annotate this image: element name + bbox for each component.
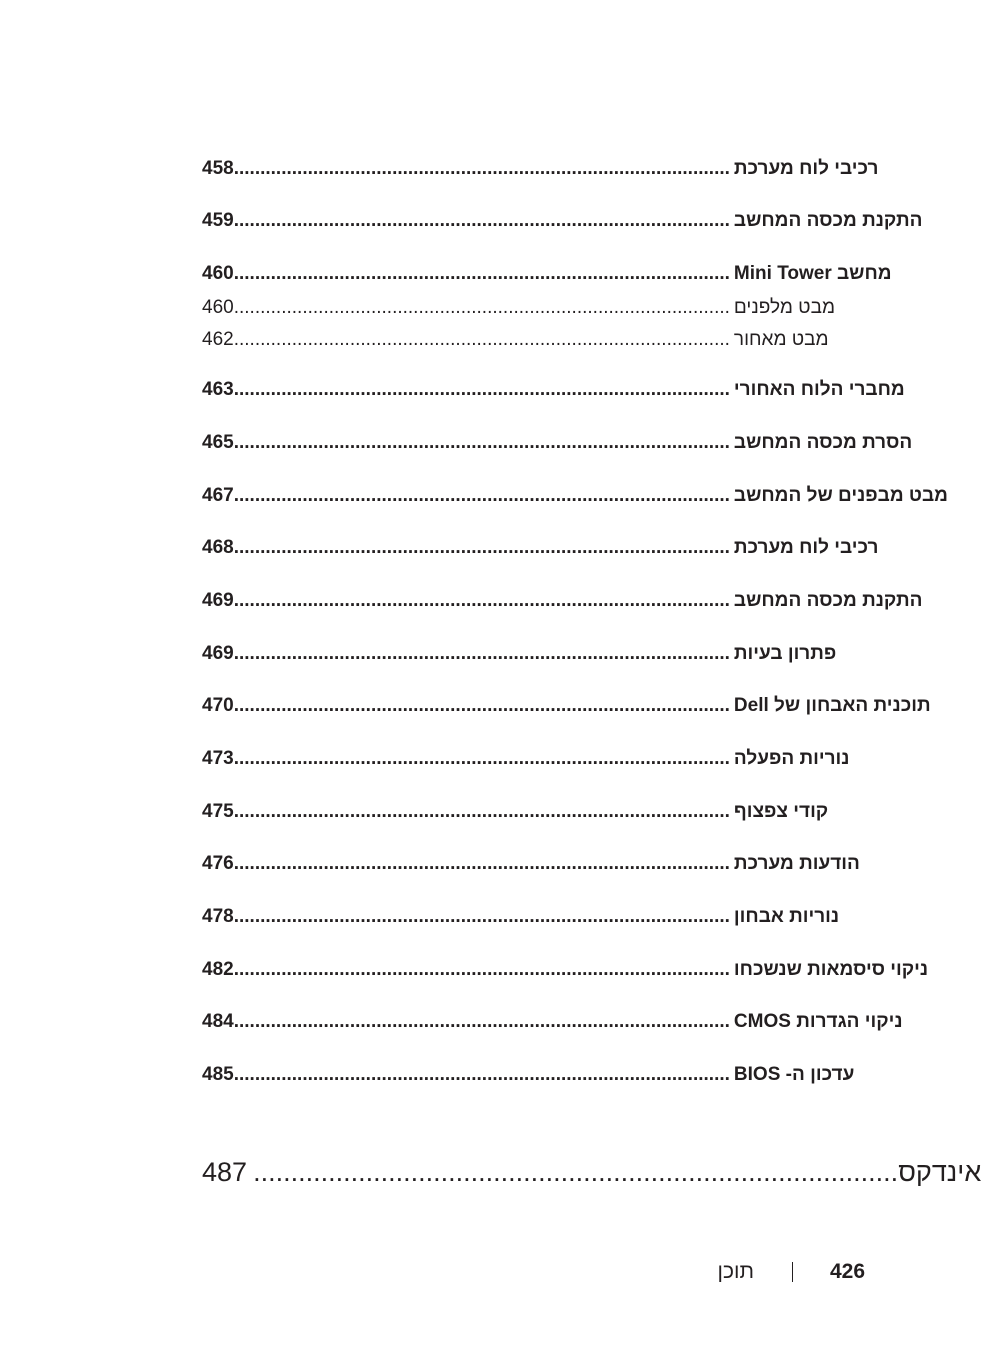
toc-entry-title: נוריות הפעלה — [733, 748, 850, 769]
toc-entry[interactable] — [202, 958, 929, 982]
toc-page-number: 463 — [202, 379, 234, 400]
toc-entry[interactable] — [202, 431, 913, 455]
toc-entry[interactable] — [202, 157, 879, 181]
toc-leader-dots: .............................................................................................. — [233, 748, 730, 769]
footer-page-number: 426 — [830, 1260, 866, 1283]
toc-leader-dots: .............................................................................................. — [233, 158, 730, 179]
toc-appendix-entry[interactable] — [202, 1154, 981, 1190]
toc-entry[interactable] — [202, 800, 829, 824]
toc-entry[interactable] — [202, 747, 850, 771]
toc-leader-dots: ...................................................................................... — [253, 1156, 899, 1187]
toc-entry-title: הודעות מערכת — [733, 853, 860, 874]
toc-leader-dots: .............................................................................................. — [233, 643, 730, 664]
toc-entry-title: מבט מבפנים של המחשב — [733, 485, 948, 506]
toc-page-number: 475 — [202, 801, 234, 822]
toc-leader-dots: .............................................................................................. — [233, 590, 730, 611]
toc-page-number: 469 — [202, 643, 234, 664]
toc-entry-title: ניקוי סיסמאות שנשכחו — [733, 959, 929, 980]
toc-entry[interactable] — [202, 589, 923, 613]
toc-entry[interactable] — [202, 1010, 903, 1034]
toc-leader-dots: .............................................................................................. — [233, 263, 730, 284]
toc-page-number: 470 — [202, 695, 234, 716]
toc-entry-title: התקנת מכסה המחשב — [733, 210, 923, 231]
toc-entry[interactable] — [202, 484, 948, 508]
toc-page-number: 469 — [202, 590, 234, 611]
toc-leader-dots: .............................................................................................. — [233, 329, 730, 350]
toc-entry[interactable] — [202, 905, 840, 929]
toc-entry-title: מחברי הלוח האחורי — [733, 379, 905, 400]
toc-entry-title: הסרת מכסה המחשב — [733, 432, 913, 453]
toc-leader-dots: .............................................................................................. — [233, 959, 730, 980]
toc-leader-dots: .............................................................................................. — [233, 801, 730, 822]
toc-leader-dots: .............................................................................................. — [233, 695, 730, 716]
toc-entry[interactable] — [202, 642, 837, 666]
toc-leader-dots: .............................................................................................. — [233, 906, 730, 927]
toc-entry-title: רכיבי לוח מערכת — [733, 537, 879, 558]
toc-page-number: 460 — [202, 297, 234, 318]
toc-entry-title: רכיבי לוח מערכת — [733, 158, 879, 179]
toc-entry-title: מבט מאחור — [733, 329, 829, 350]
toc-page-number: 462 — [202, 329, 234, 350]
toc-page-number: 485 — [202, 1064, 234, 1085]
toc-leader-dots: .............................................................................................. — [233, 1064, 730, 1085]
toc-entry[interactable] — [202, 262, 892, 286]
appendix-title: אינדקס — [898, 1156, 981, 1187]
toc-leader-dots: .............................................................................................. — [233, 432, 730, 453]
toc-page-number: 476 — [202, 853, 234, 874]
toc-entry[interactable] — [202, 852, 860, 876]
appendix-page-number: 487 — [202, 1156, 248, 1187]
toc-page-number: 473 — [202, 748, 234, 769]
toc-subentry[interactable] — [202, 296, 835, 320]
toc-page-number: 465 — [202, 432, 234, 453]
footer-divider — [792, 1262, 793, 1282]
toc-entry-title: נוריות אבחון — [733, 906, 840, 927]
toc-entry-title: קודי צפצוף — [733, 801, 829, 822]
toc-entry[interactable] — [202, 1063, 855, 1087]
toc-entry-title: ניקוי הגדרות CMOS — [733, 1011, 903, 1032]
toc-page-number: 459 — [202, 210, 234, 231]
toc-leader-dots: .............................................................................................. — [233, 379, 730, 400]
toc-page-number: 460 — [202, 263, 234, 284]
toc-page-number: 484 — [202, 1011, 234, 1032]
toc-leader-dots: .............................................................................................. — [233, 210, 730, 231]
toc-page-number: 468 — [202, 537, 234, 558]
toc-entry-title: מבט מלפנים — [733, 297, 835, 318]
toc-subentry[interactable] — [202, 328, 829, 352]
toc-leader-dots: .............................................................................................. — [233, 537, 730, 558]
toc-entry-title: עדכון ה- BIOS — [733, 1064, 855, 1085]
footer-section-title: תוכן — [717, 1260, 754, 1283]
toc-entry[interactable] — [202, 209, 923, 233]
toc-page-number: 467 — [202, 485, 234, 506]
toc-entry-title: פתרון בעיות — [733, 643, 837, 664]
toc-entry-title: תוכנית האבחון של Dell — [733, 695, 931, 716]
toc-page-number: 478 — [202, 906, 234, 927]
toc-page-number: 482 — [202, 959, 234, 980]
toc-entry[interactable] — [202, 536, 879, 560]
toc-leader-dots: .............................................................................................. — [233, 297, 730, 318]
toc-entry[interactable] — [202, 378, 905, 402]
toc-leader-dots: .............................................................................................. — [233, 1011, 730, 1032]
toc-entry-title: התקנת מכסה המחשב — [733, 590, 923, 611]
toc-leader-dots: .............................................................................................. — [233, 485, 730, 506]
toc-page-number: 458 — [202, 158, 234, 179]
toc-entry[interactable] — [202, 694, 931, 718]
toc-entry-title: מחשב Mini Tower — [733, 263, 892, 284]
toc-leader-dots: .............................................................................................. — [233, 853, 730, 874]
